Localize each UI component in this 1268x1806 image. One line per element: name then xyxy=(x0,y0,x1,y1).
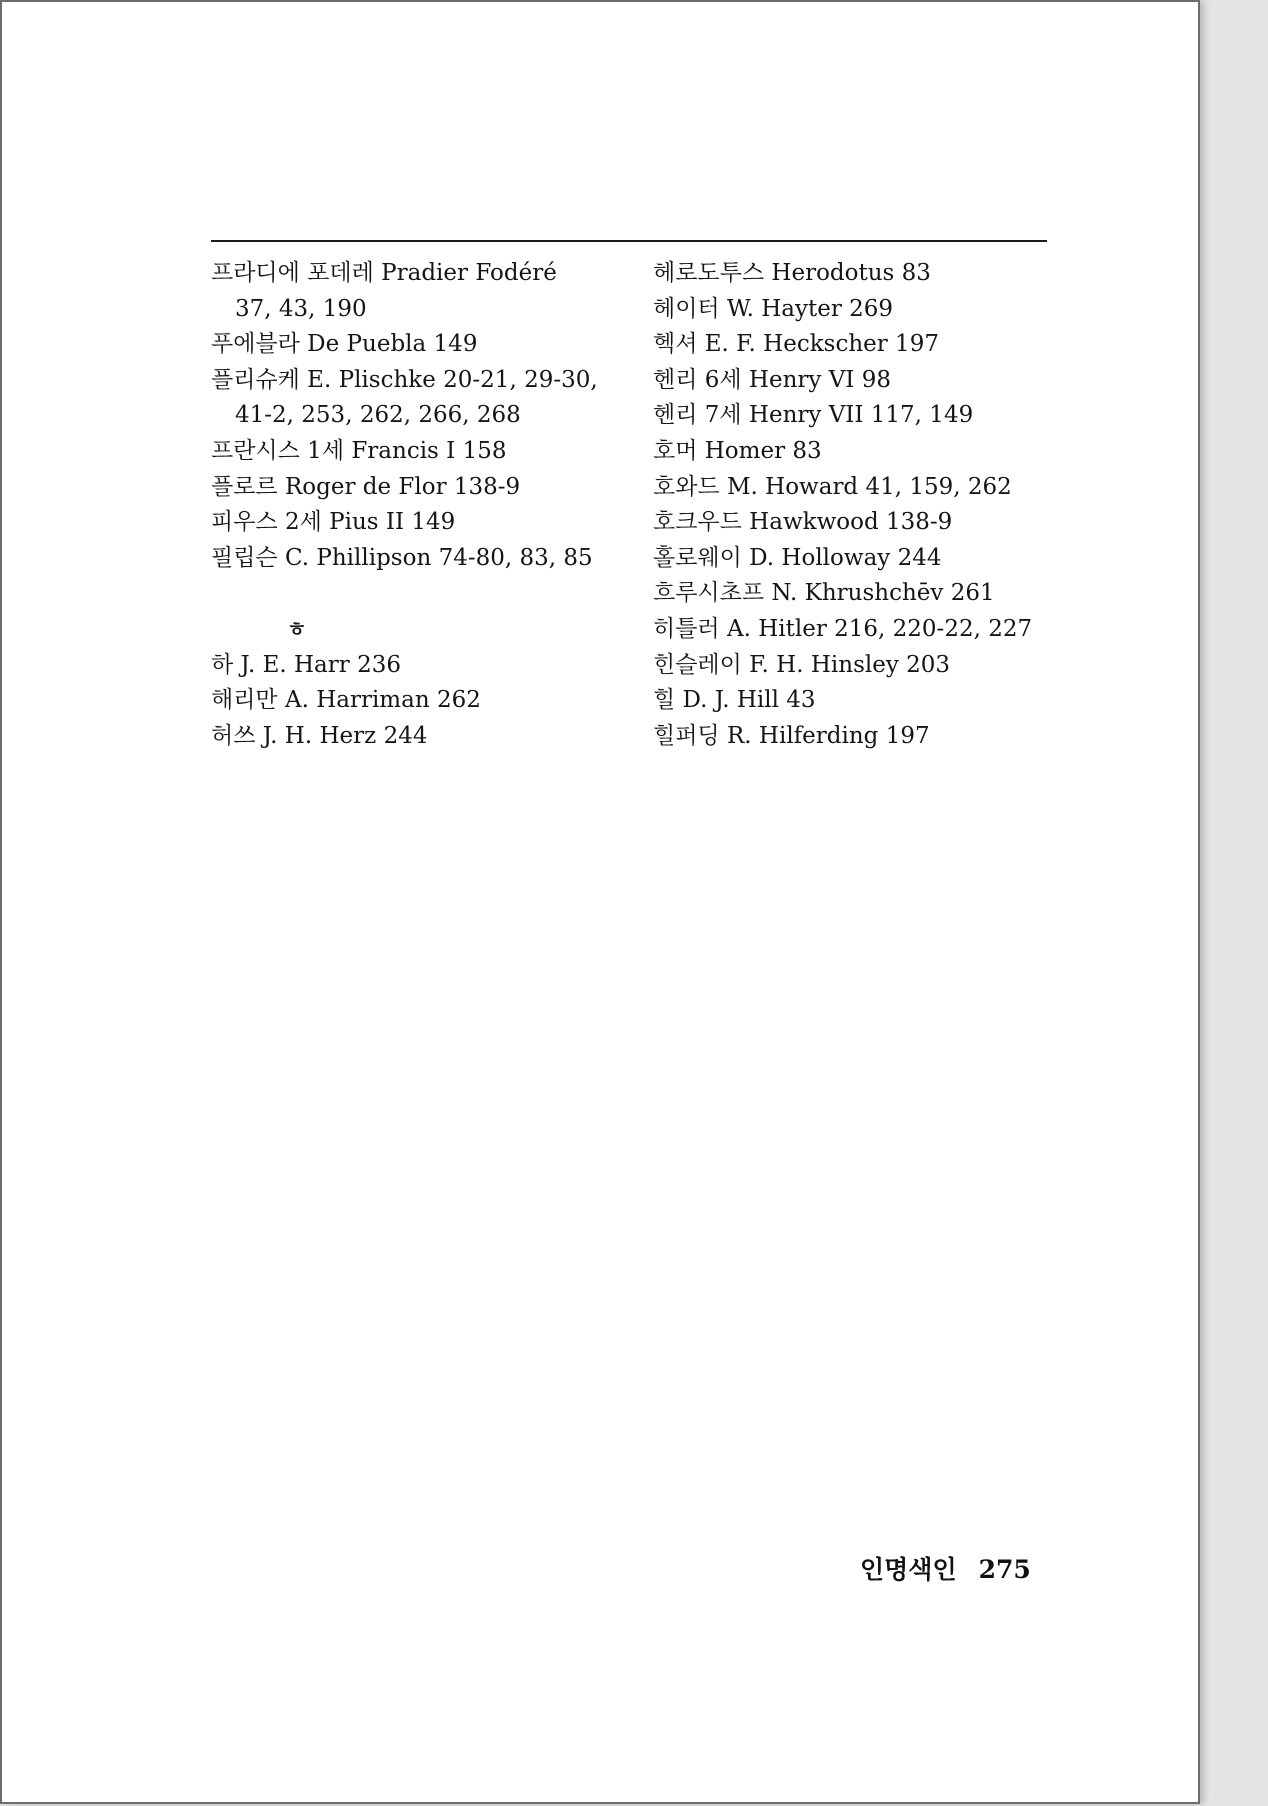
index-entry-continuation: 41-2, 253, 262, 266, 268 xyxy=(235,402,521,429)
index-entry: 헤이터 W. Hayter 269 xyxy=(653,295,894,322)
index-entry: 푸에블라 De Puebla 149 xyxy=(211,331,478,358)
index-entry: 헤로도투스 Herodotus 83 xyxy=(653,260,931,286)
index-entry: 플로르 Roger de Flor 138-9 xyxy=(211,473,521,500)
index-entry-continuation: 37, 43, 190 xyxy=(235,295,367,322)
page-footer xyxy=(860,1550,1031,1586)
index-entry: 홀로웨이 D. Holloway 244 xyxy=(653,544,942,571)
index-entry: 플리슈케 E. Plischke 20-21, 29-30, xyxy=(211,366,598,393)
index-entry: 호머 Homer 83 xyxy=(653,437,822,464)
index-entry: 흐루시초프 N. Khrushchēv 261 xyxy=(653,580,995,607)
section-heading: ㅎ xyxy=(287,616,307,641)
index-entry: 허쓰 J. H. Herz 244 xyxy=(211,722,428,749)
index-entry: 힐퍼딩 R. Hilferding 197 xyxy=(653,722,930,749)
index-entry: 헨리 6세 Henry VI 98 xyxy=(653,366,891,393)
index-entry: 피우스 2세 Pius II 149 xyxy=(211,509,456,536)
index-entry: 헥셔 E. F. Heckscher 197 xyxy=(653,331,939,358)
index-column-right xyxy=(653,256,1073,754)
index-entry: 해리만 A. Harriman 262 xyxy=(211,687,481,714)
section-spacer xyxy=(211,576,631,612)
index-entry: 헨리 7세 Henry VII 117, 149 xyxy=(653,402,974,429)
index-entry: 프란시스 1세 Francis I 158 xyxy=(211,437,507,464)
index-entry: 호와드 M. Howard 41, 159, 262 xyxy=(653,473,1012,500)
top-rule xyxy=(211,240,1047,242)
index-column-left xyxy=(211,256,631,754)
index-entry: 호크우드 Hawkwood 138-9 xyxy=(653,509,953,536)
page-number: 275 xyxy=(978,1555,1031,1584)
index-entry: 프라디에 포데레 Pradier Fodéré xyxy=(211,260,557,286)
running-footer-label: 인명색인 xyxy=(860,1555,957,1584)
index-entry: 필립슨 C. Phillipson 74-80, 83, 85 xyxy=(211,544,593,571)
index-entry: 힐 D. J. Hill 43 xyxy=(653,687,816,714)
index-entry: 하 J. E. Harr 236 xyxy=(211,651,401,678)
index-entry: 힌슬레이 F. H. Hinsley 203 xyxy=(653,651,951,678)
index-entry: 히틀러 A. Hitler 216, 220-22, 227 xyxy=(653,615,1033,642)
